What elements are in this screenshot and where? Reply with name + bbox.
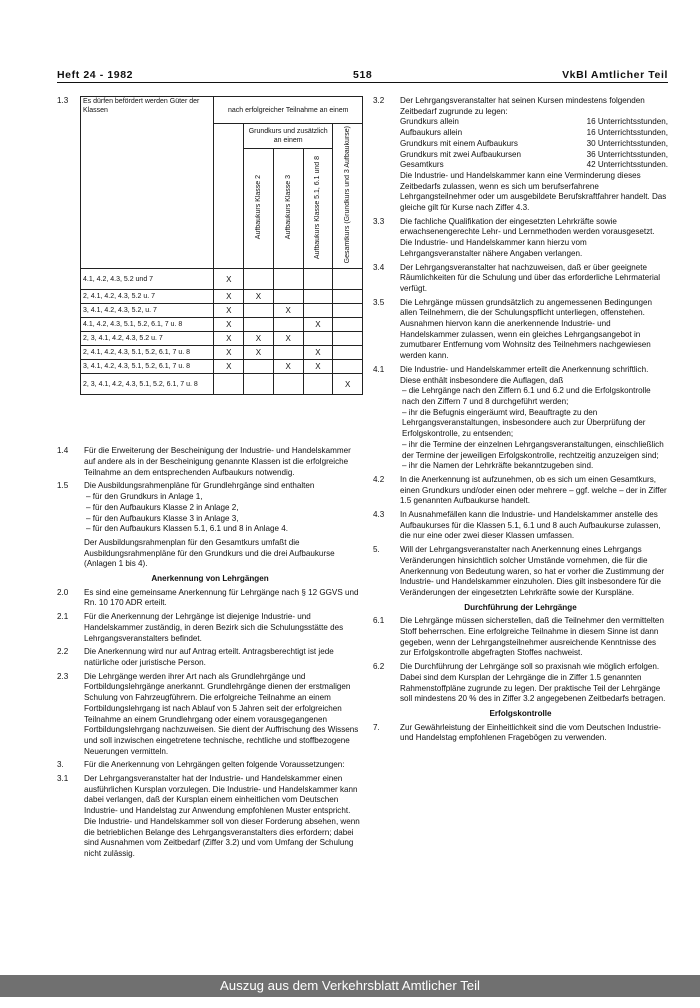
table-mark: X xyxy=(273,360,303,374)
table-row-label: 3, 4.1, 4.2, 4.3, 5.1, 5.2, 6.1, 7 u. 8 xyxy=(81,360,214,374)
table-mark: X xyxy=(214,360,244,374)
table-head-grund-text: Grundkurs und zusätzlich an einem xyxy=(248,128,328,144)
section-3-4 xyxy=(373,263,668,295)
section-number: 3.4 xyxy=(373,262,385,272)
section-text: Die Durchführung der Lehrgänge soll so praxisnah wie möglich erfolgen. Dabei sind dem Kursplan der Lehrgänge die in Ziffer 1.5 genannten Rahmenstoffpläne zugrunde zu legen. Der praktische Teil der Lehrgänge soll mindestens 20 % des in Ziffer 3.2 angegebenen Zeitbedarfs betragen. xyxy=(400,662,666,704)
table-mark xyxy=(244,374,274,395)
section-number: 3.5 xyxy=(373,297,385,307)
time-row xyxy=(400,139,668,150)
section-4-3 xyxy=(373,510,668,542)
section-2-1 xyxy=(57,612,363,644)
header-rule xyxy=(57,82,668,83)
table-mark xyxy=(303,290,333,304)
section-number: 3.1 xyxy=(57,774,69,784)
time-row xyxy=(400,128,668,139)
time-label: Grundkurs allein xyxy=(400,117,459,127)
table-mark: X xyxy=(273,332,303,346)
table-mark xyxy=(303,374,333,395)
col-aufbau-3: Aufbaukurs Klasse 3 xyxy=(284,175,292,240)
section-number: 4.2 xyxy=(373,474,385,484)
time-label: Gesamtkurs xyxy=(400,160,444,170)
table-row-label: 2, 3, 4.1, 4.2, 4.3, 5.2 u. 7 xyxy=(81,332,214,346)
section-number: 5. xyxy=(373,545,380,555)
list-item: – ihr die Befugnis eingeräumt wird, Beauftragte zu den Lehrgangsveranstaltungen, insbesondere auch zur Überprüfung der Erfolgskontrolle, zu entsenden; xyxy=(402,407,646,439)
section-number: 2.1 xyxy=(57,612,69,622)
table-body xyxy=(81,269,363,395)
time-value: 16 Unterrichtsstunden, xyxy=(586,117,668,127)
table-mark xyxy=(273,318,303,332)
table-mark: X xyxy=(333,374,363,395)
section-text: Die Lehrgänge werden ihrer Art nach als Grundlehrgänge und Fortbildungslehrgänge anerkannt. Grundlehrgänge dienen der erstmaligen Schulung von Fahrzeugführern. Die erfolgreiche Teilnahme an einem Fortbildungslehrgang ist nach Ablauf von 5 Jahren seit der erfolgreichen Teilnahme an einem Grundlehrgang oder einem vorausgegangenen Fortbildungslehrgang nachzuweisen. Sie dient der Auffrischung des Wissens und soll inzwischen eingetretene technische, rechtliche und stoffbezogene Neuerungen vermitteln. xyxy=(84,671,359,756)
section-3-5 xyxy=(373,298,668,362)
left-column xyxy=(57,96,363,863)
table-mark: X xyxy=(214,290,244,304)
time-row xyxy=(400,160,668,171)
section-text: Es sind eine gemeinsame Anerkennung für Lehrgänge nach § 12 GGVS und Rn. 10 170 ADR erteilt. xyxy=(84,587,359,608)
section-number: 6.2 xyxy=(373,662,385,672)
section-text: Die Anerkennung wird nur auf Antrag erteilt. Antragsberechtigt ist jede natürliche oder juristische Person. xyxy=(84,647,334,667)
table-mark: X xyxy=(214,318,244,332)
table-mark: X xyxy=(214,346,244,360)
table-mark xyxy=(273,346,303,360)
table-row xyxy=(81,332,363,346)
table-row xyxy=(81,318,363,332)
journal-title: VkBl Amtlicher Teil xyxy=(562,69,668,81)
table-mark: X xyxy=(303,346,333,360)
table-row xyxy=(81,374,363,395)
section-2-3 xyxy=(57,672,363,758)
table-mark: X xyxy=(303,360,333,374)
table-mark: X xyxy=(244,290,274,304)
section-number: 1.5 xyxy=(57,481,69,491)
section-4-1 xyxy=(373,365,668,472)
heading-anerkennung: Anerkennung von Lehrgängen xyxy=(151,574,269,584)
section-text: Für die Anerkennung von Lehrgängen gelten folgende Voraussetzungen: xyxy=(84,760,345,770)
table-mark xyxy=(273,269,303,290)
section-text: Die Lehrgänge müssen grundsätzlich zu angemessenen Bedingungen allen Teilnehmern, die der Schulungspflicht unterliegen, offenstehen. Ausnahmen hiervon kann die anerkennende Industrie- und Handelskammer zulassen, wenn ein gleiches Lehrgangsangebot in zumutbarer Entfernung vom Wohnsitz des Teilnehmers nachgewiesen werden kann. xyxy=(400,297,652,361)
col-aufbau-5: Aufbaukurs Klasse 5.1, 6.1 und 8 xyxy=(314,155,322,259)
col-aufbau-2: Aufbaukurs Klasse 2 xyxy=(254,175,262,240)
section-1-3 xyxy=(57,96,363,395)
table-mark xyxy=(244,269,274,290)
table-mark xyxy=(333,269,363,290)
heading-erfolgskontrolle: Erfolgskontrolle xyxy=(489,708,552,718)
table-head-gesamt xyxy=(333,124,363,269)
table-row-label: 2, 4.1, 4.2, 4.3, 5.2 u. 7 xyxy=(81,290,214,304)
time-label: Grundkurs mit einem Aufbaukurs xyxy=(400,138,518,148)
section-3-2 xyxy=(373,96,668,214)
time-value: 30 Unterrichtsstunden, xyxy=(586,138,668,148)
table-mark: X xyxy=(214,304,244,318)
table-row xyxy=(81,360,363,374)
table-head-classes-text: Es dürfen befördert werden Güter der Klassen xyxy=(83,98,200,114)
time-label: Aufbaukurs allein xyxy=(400,128,463,138)
section-number: 4.3 xyxy=(373,510,385,520)
time-value: 16 Unterrichtsstunden, xyxy=(586,128,668,138)
col-gesamt: Gesamtkurs (Grundkurs und 3 Aufbaukurse) xyxy=(344,126,352,264)
list-item: – ihr die Termine der einzelnen Lehrgangsveranstaltungen, einschließlich der Termine der jeweiligen Erfolgskontrolle, rechtzeitig anzuzeigen sind; xyxy=(402,439,664,460)
section-text: In Ausnahmefällen kann die Industrie- und Handelskammer anstelle des Aufbaukurses für die Klassen 5.1, 6.1 und 8 auch Aufbaukurse zulassen, die nur eine oder zwei dieser Klassen umfassen. xyxy=(400,510,661,541)
section-text: Der Ausbildungsrahmenplan für den Gesamtkurs umfaßt die Ausbildungsrahmenpläne für den Grundkurs und die drei Aufbaukurse (Anlagen 1 bis 4). xyxy=(84,537,335,569)
table-head-col xyxy=(303,149,333,269)
section-3 xyxy=(57,760,363,771)
section-7 xyxy=(373,723,668,744)
section-text: In die Anerkennung ist aufzunehmen, ob es sich um einen Gesamtkurs, einen Grundkurs und/oder einen oder mehrere – ggf. welche – der in Ziffer 1.5 genannten Aufbaukurse handelt. xyxy=(400,474,667,506)
section-1-4 xyxy=(57,446,363,478)
table-mark: X xyxy=(244,346,274,360)
section-text: Für die Anerkennung der Lehrgänge ist diejenige Industrie- und Handelskammer zuständig, in deren Bezirk sich die Schulungsstätte des Lehrgangsveranstalters befindet. xyxy=(84,612,344,643)
table-mark xyxy=(273,374,303,395)
table-mark xyxy=(333,304,363,318)
table-row-label: 2, 4.1, 4.2, 4.3, 5.1, 5.2, 6.1, 7 u. 8 xyxy=(81,346,214,360)
table-mark: X xyxy=(244,332,274,346)
table-mark xyxy=(244,304,274,318)
section-number: 6.1 xyxy=(373,616,385,626)
section-4-2 xyxy=(373,475,668,507)
table-mark xyxy=(333,346,363,360)
table-head-col xyxy=(244,149,274,269)
table-mark xyxy=(244,318,274,332)
table-head-col xyxy=(273,149,303,269)
table-mark: X xyxy=(273,304,303,318)
table-mark xyxy=(333,360,363,374)
section-text: Will der Lehrgangsveranstalter nach Anerkennung eines Lehrgangs Veränderungen hinsichtlich solcher Umstände vornehmen, die für die Anerkennung von Bedeutung waren, so hat er vorher die Zustimmung der Industrie- und Handelskammer einzuholen. Dies gilt insbesondere für die Veränderungen der eingesetzten Lehrkräfte sowie der Kurspläne. xyxy=(400,545,665,597)
list-item: – die Lehrgänge nach den Ziffern 6.1 und 6.2 und die Erfolgskontrolle nach den Ziffern 7 und 8 durchgeführt werden; xyxy=(402,386,651,406)
table-row xyxy=(81,269,363,290)
table-row-label: 3, 4.1, 4.2, 4.3, 5.2, u. 7 xyxy=(81,304,214,318)
table-mark xyxy=(273,290,303,304)
list-item: – für den Aufbaukurs Klasse 3 in Anlage 3, xyxy=(86,513,239,523)
section-text: Die Lehrgänge müssen sicherstellen, daß die Teilnehmer den vermittelten Stoff beherrschen. Eine erfolgreiche Teilnahme in diesem Sinne ist dann gegeben, wenn der Lehrgangsteilnehmer ausreichende Kenntnisse des zur Erfolgskontrolle abgefragten Stoffes nachweist. xyxy=(400,616,664,658)
time-row xyxy=(400,117,668,128)
table-head-grund xyxy=(244,124,333,149)
heading-durchfuehrung: Durchführung der Lehrgänge xyxy=(464,602,577,612)
section-2-0 xyxy=(57,588,363,609)
table-mark xyxy=(303,332,333,346)
section-number: 1.3 xyxy=(57,96,69,105)
table-row-label: 4.1, 4.2, 4.3, 5.1, 5.2, 6.1, 7 u. 8 xyxy=(81,318,214,332)
table-mark xyxy=(244,360,274,374)
section-number: 3.3 xyxy=(373,216,385,226)
qualification-table xyxy=(80,96,363,395)
time-label: Grundkurs mit zwei Aufbaukursen xyxy=(400,149,522,159)
section-text: Der Lehrgangsveranstalter hat seinen Kursen mindestens folgenden Zeitbedarf zugrunde zu legen: xyxy=(400,96,645,116)
table-mark xyxy=(303,304,333,318)
section-text: Für die Erweiterung der Bescheinigung der Industrie- und Handelskammer auf andere als in der Bescheinigung genannte Klassen ist die erfolgreiche Teilnahme an dem entsprechenden Aufbaukurs notwendig. xyxy=(84,446,351,477)
table-row xyxy=(81,290,363,304)
section-text: Zur Gewährleistung der Einheitlichkeit sind die vom Deutschen Industrie- und Handelstag empfohlenen Fragebögen zu verwenden. xyxy=(400,722,661,743)
table-mark xyxy=(303,269,333,290)
section-number: 4.1 xyxy=(373,364,385,374)
time-value: 36 Unterrichtsstunden, xyxy=(586,149,668,159)
section-number: 2.0 xyxy=(57,587,69,597)
table-row-label: 2, 3, 4.1, 4.2, 4.3, 5.1, 5.2, 6.1, 7 u. 8 xyxy=(81,374,214,395)
table-mark xyxy=(333,290,363,304)
time-row xyxy=(400,150,668,161)
footer-banner: Auszug aus dem Verkehrsblatt Amtlicher Teil xyxy=(0,975,700,997)
issue-number: Heft 24 - 1982 xyxy=(57,69,134,81)
table-mark xyxy=(333,318,363,332)
section-6-2 xyxy=(373,662,668,705)
section-number: 2.2 xyxy=(57,647,69,657)
right-column xyxy=(373,96,668,747)
section-5 xyxy=(373,545,668,599)
section-number: 3. xyxy=(57,760,64,770)
section-6-1 xyxy=(373,616,668,659)
section-text: Der Lehrgangsveranstalter hat nachzuweisen, daß er über geeignete Räumlichkeiten für die Schulung und über das erforderliche Lehrmaterial verfügt. xyxy=(400,262,661,293)
section-text: Der Lehrgangsveranstalter hat der Industrie- und Handelskammer einen ausführlichen Kursplan vorzulegen. Die Industrie- und Handelskammer kann dabei verlangen, daß der Kursplan einem einheitlichen vom Deutschen Industrie- und Handelstag zur Anwendung empfohlenen Muster entspricht. Die Industrie- und Handelskammer soll von dieser Forderung absehen, wenn die betrieblichen Belange des Lehrgangsveranstalters dies erfordern; dabei sind Ausnahmen vom Zeitbedarf (Ziffer 3.2) und vom Umfang der Schulung nicht zulässig. xyxy=(84,774,360,858)
section-text: Die Ausbildungsrahmenpläne für Grundlehrgänge sind enthalten xyxy=(84,481,315,491)
list-item: – für den Grundkurs in Anlage 1, xyxy=(86,492,203,502)
list-item: – ihr die Namen der Lehrkräfte bekanntzugeben sind. xyxy=(402,461,594,471)
table-mark: X xyxy=(214,269,244,290)
table-mark xyxy=(214,374,244,395)
section-number: 3.2 xyxy=(373,96,385,105)
table-head-blank xyxy=(214,124,244,269)
section-text: Die Industrie- und Handelskammer kann eine Verminderung dieses Zeitbedarfs zulassen, wenn es sich um berufserfahrene Lehrgangsteilnehmer oder um ausgebildete Berufskraftfahrer handelt. Das gleiche gilt für Kurse nach Ziffer 4.3. xyxy=(400,170,667,213)
table-head-classes xyxy=(81,97,214,269)
section-3-3 xyxy=(373,217,668,260)
table-mark: X xyxy=(214,332,244,346)
table-mark xyxy=(333,332,363,346)
table-mark: X xyxy=(303,318,333,332)
section-text: Die Industrie- und Handelskammer erteilt die Anerkennung schriftlich. Diese enthält insbesondere die Auflagen, daß xyxy=(400,364,649,385)
list-item: – für den Aufbaukurs Klassen 5.1, 6.1 und 8 in Anlage 4. xyxy=(86,524,289,534)
section-number: 7. xyxy=(373,722,380,732)
table-row-label: 4.1, 4.2, 4.3, 5.2 und 7 xyxy=(81,269,214,290)
section-number: 1.4 xyxy=(57,446,69,456)
time-value: 42 Unterrichtsstunden. xyxy=(586,160,668,170)
section-1-5 xyxy=(57,481,363,570)
table-row xyxy=(81,346,363,360)
section-2-2 xyxy=(57,647,363,668)
table-head-top-text: nach erfolgreicher Teilnahme an einem xyxy=(227,106,349,114)
section-text: Die fachliche Qualifikation der eingesetzten Lehrkräfte sowie erwachsenengerechte Lehr- und Lernmethoden werden vorausgesetzt. Die Industrie- und Handelskammer kann hierzu vom Lehrgangsveranstalter nähere Angaben verlangen. xyxy=(400,216,655,258)
table-row xyxy=(81,304,363,318)
list-item: – für den Aufbaukurs Klasse 2 in Anlage 2, xyxy=(86,502,239,512)
section-number: 2.3 xyxy=(57,671,69,681)
page-number: 518 xyxy=(353,69,373,81)
table-head-top xyxy=(214,97,363,124)
section-3-1 xyxy=(57,774,363,860)
